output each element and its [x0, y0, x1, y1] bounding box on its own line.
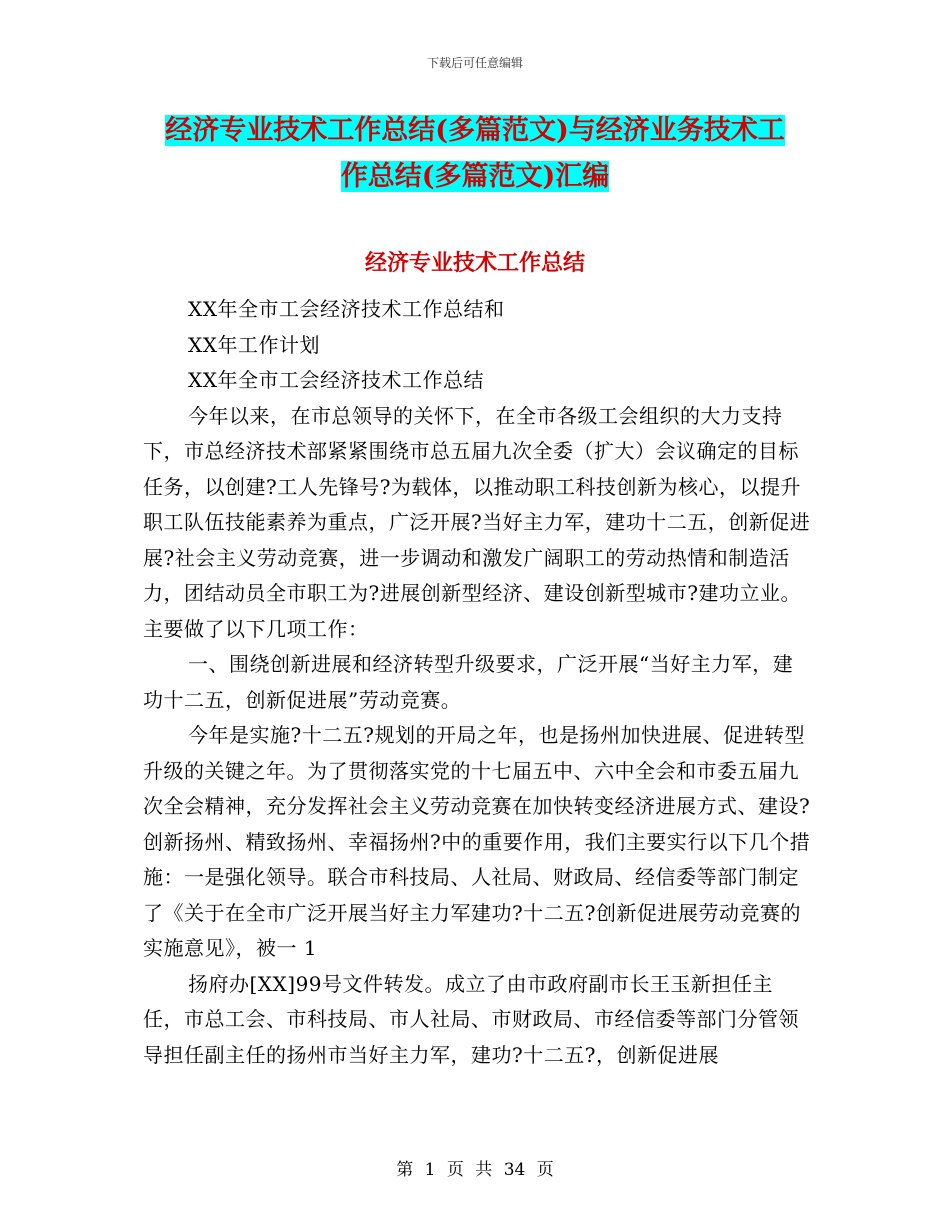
section-title: 经济专业技术工作总结	[364, 250, 585, 276]
paragraph: 扬府办[XX]99号文件转发。成立了由市政府副市长王玉新担任主任，市总工会、市科技局、市人社局、市财政局、市经信委等部门分管领导担任副主任的扬州市当好主力军，建功?十二五?，创新促进展	[143, 971, 799, 1067]
paragraph: 今年是实施?十二五?规划的开局之年，也是扬州加快进展、促进转型升级的关键之年。为了贯彻落实党的十七届五中、六中全会和市委五届九次全会精神，充分发挥社会主义劳动竞赛在加快转变经济进展方式、建设?创新扬州、精致扬州、幸福扬州?中的重要作用，我们主要实行以下几个措施：一是强化领导。联合市科技局、人社局、财政局、经信委等部门制定了《关于在全市广泛开展当好主力军建功?十二五?创新促进展劳动竞赛的实施意见》，被一 1	[143, 723, 811, 960]
header-note: 下载后可任意编辑	[426, 56, 523, 70]
main-title-line-1: 经济专业技术工作总结(多篇范文)与经济业务技术工	[165, 115, 785, 146]
paragraph: 今年以来，在市总领导的关怀下，在全市各级工会组织的大力支持下，市总经济技术部紧紧围绕市总五届九次全委（扩大）会议确定的目标任务，以创建?工人先锋号?为载体，以推动职工科技创新为核心，以提升职工队伍技能素养为重点，广泛开展?当好主力军，建功十二五，创新促进展?社会主义劳动竞赛，进一步调动和激发广阔职工的劳动热情和制造活力，团结动员全市职工为?进展创新型经济、建设创新型城市?建功立业。主要做了以下几项工作：	[143, 403, 811, 641]
paragraph: XX年全市工会经济技术工作总结	[188, 368, 484, 392]
paragraph: 一、围绕创新进展和经济转型升级要求，广泛开展“当好主力军，建功十二五，创新促进展”劳动竞赛。	[143, 652, 794, 712]
document-body	[143, 292, 813, 1073]
main-title-line-2: 作总结(多篇范文)汇编	[340, 161, 610, 192]
paragraph: XX年工作计划	[188, 332, 320, 357]
page-number-footer: 第 1 页 共 34 页	[396, 1160, 554, 1180]
paragraph: XX年全市工会经济技术工作总结和	[188, 297, 505, 321]
document-main-title	[140, 108, 810, 200]
